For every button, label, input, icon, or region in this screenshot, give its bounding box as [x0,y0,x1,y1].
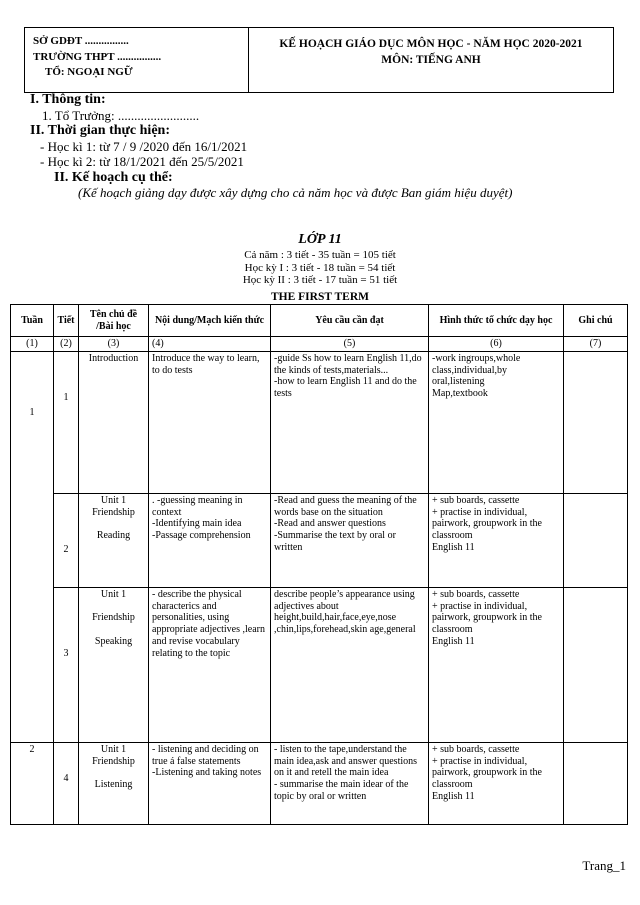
semester-1-line: - Học kì 1: từ 7 / 9 /2020 đến 16/1/2021 [40,138,248,154]
school-line: TRƯỜNG THPT ................ [33,50,162,63]
period-cell: 1 [54,351,79,493]
index-cell: (2) [54,337,79,352]
department-line: SỞ GDĐT ................ [33,35,129,47]
form-cell: -work ingroups,whole class,individual,by oral,listening Map,textbook [429,351,564,493]
document-header [24,27,614,93]
header-note: Ghi chú [564,305,628,337]
header-topic: Tên chủ đề /Bài học [79,305,149,337]
stats-semester-1: Học kỳ I : 3 tiết - 18 tuần = 54 tiết [244,261,396,274]
period-cell: 2 [54,493,79,587]
page-number: Trang_1 [582,858,626,873]
topic-cell: Introduction [79,351,149,493]
index-cell: (5) [271,337,429,352]
table-index-row [11,337,628,352]
plan-title-block [249,28,613,92]
note-cell [564,742,628,824]
header-content: Nội dung/Mạch kiến thức [149,305,271,337]
form-cell: + sub boards, cassette + practise in individual, pairwork, groupwork in the classroom English 11 [429,493,564,587]
section-plan-heading: II. Kế hoạch cụ thể: [54,169,173,185]
term-title: THE FIRST TERM [271,291,369,303]
section-info-heading: I. Thông tin: [30,92,106,107]
semester-2-line: - Học kì 2: từ 18/1/2021 đến 25/5/2021 [40,154,244,169]
topic-cell: Unit 1 Friendship Speaking [79,587,149,742]
header-requirement: Yêu cầu cần đạt [271,305,429,337]
requirement-cell: - listen to the tape,understand the main idea,ask and answer questions on it and retell the main idea - summarise the main idear of the topic by oral or written [271,742,429,824]
week-cell: 1 [11,351,54,742]
index-cell: (3) [79,337,149,352]
index-cell: (6) [429,337,564,352]
index-cell: (4) [149,337,271,352]
note-cell [564,587,628,742]
topic-cell: Unit 1 Friendship Reading [79,493,149,587]
requirement-cell: -guide Ss how to learn English 11,do the kinds of tests,materials... -how to learn English 11 and do the tests [271,351,429,493]
note-cell [564,351,628,493]
lesson-plan-table [10,304,628,825]
school-info [25,28,249,92]
plan-title: KẾ HOẠCH GIÁO DỤC MÔN HỌC - NĂM HỌC 2020-2021 [279,38,583,50]
index-cell: (7) [564,337,628,352]
group-line: TỔ: NGOẠI NGỮ [45,66,133,78]
table-row [11,351,628,493]
general-info [30,92,620,201]
content-cell: - listening and deciding on true á false statements -Listening and taking notes [149,742,271,824]
content-cell: - describe the physical characterics and personalities, using appropriate adjectives ,learn and revise vocabulary relating to the topic [149,587,271,742]
requirement-cell: -Read and guess the meaning of the words base on the situation -Read and answer questions -Summarise the text by oral or written [271,493,429,587]
form-cell: + sub boards, cassette + practise in individual, pairwork, groupwork in the classroom English 11 [429,742,564,824]
plan-note: (Kế hoạch giảng dạy được xây dựng cho cả năm học và được Ban giám hiệu duyệt) [78,185,513,200]
note-cell [564,493,628,587]
stats-semester-2: Học kỳ II : 3 tiết - 17 tuần = 51 tiết [242,274,398,286]
requirement-cell: describe people’s appearance using adjectives about height,build,hair,face,eye,nose ,chin,lips,forehead,skin age,general [271,587,429,742]
header-form: Hình thức tổ chức dạy học [429,305,564,337]
header-period: Tiết [54,305,79,337]
period-stats [0,249,640,287]
topic-cell: Unit 1 Friendship Listening [79,742,149,824]
subject-title: MÔN: TIẾNG ANH [381,53,481,66]
content-cell: Introduce the way to learn, to do tests [149,351,271,493]
group-leader-line: 1. Tổ Trưởng: ......................... [42,107,200,123]
week-cell: 2 [11,742,54,824]
stats-year: Cả năm : 3 tiết - 35 tuần = 105 tiết [244,249,396,261]
header-week: Tuần [11,305,54,337]
content-cell: . -guessing meaning in context -Identifying main idea -Passage comprehension [149,493,271,587]
period-cell: 3 [54,587,79,742]
form-cell: + sub boards, cassette + practise in individual, pairwork, groupwork in the classroom English 11 [429,587,564,742]
table-header-row [11,305,628,337]
index-cell: (1) [11,337,54,352]
table-row [11,587,628,742]
table-row [11,742,628,824]
section-time-heading: II. Thời gian thực hiện: [30,123,170,138]
period-cell: 4 [54,742,79,824]
grade-title: LỚP 11 [298,232,342,247]
table-row [11,493,628,587]
